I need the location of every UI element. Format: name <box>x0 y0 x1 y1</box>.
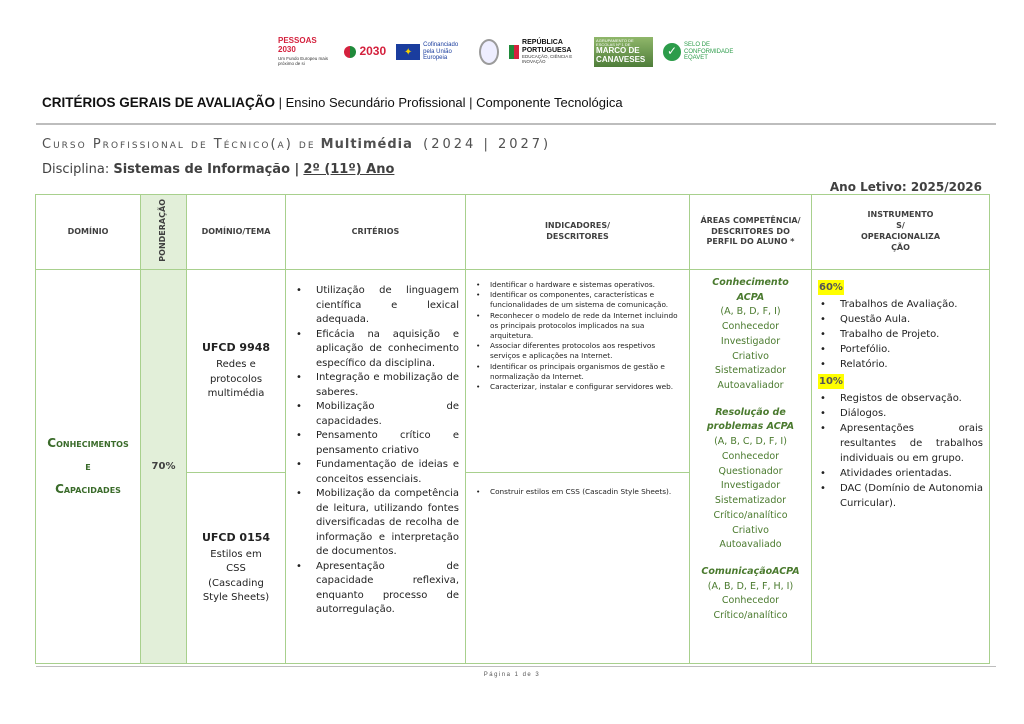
republica-emblem-icon <box>509 45 519 59</box>
header-criterios: CRITÉRIOS <box>286 195 466 270</box>
list-item: • Identificar os componentes, características e funcionalidades de um sistema de comunicação. <box>474 290 683 310</box>
page-title: CRITÉRIOS GERAIS DE AVALIAÇÃO <box>42 95 276 110</box>
list-item: • Apresentações orais resultantes de trabalhos individuais ou em grupo. <box>818 421 983 466</box>
instrumentos-list <box>818 297 983 372</box>
list-item: • Eficácia na aquisição e aplicação de conhecimento específico da disciplina. <box>294 328 459 372</box>
checkmark-icon: ✓ <box>663 43 681 61</box>
indicadores-cell-1 <box>466 270 690 473</box>
page-number: Página 1 de 3 <box>483 672 541 678</box>
list-item: • Trabalho de Projeto. <box>818 327 983 342</box>
course-name: Multimédia <box>320 137 413 152</box>
profile-descriptor: Sistematizador <box>714 495 787 507</box>
eu-flag-icon: ✦ <box>396 44 420 60</box>
criterios-cell <box>286 270 466 664</box>
instrumentos-cell <box>812 270 990 664</box>
discipline-line: Disciplina: Sistemas de Informação | 2º (11º) Ano <box>42 162 395 177</box>
eqavet-logo: ✓ SELO DE CONFORMIDADE EQAVET <box>663 42 728 62</box>
discipline-year: 2º (11º) Ano <box>303 162 395 177</box>
page-header <box>42 95 623 110</box>
course-line: Curso Profissional de Técnico(a) de Multimédia (2024 | 2027) <box>42 137 552 152</box>
list-item: • Fundamentação de ideias e conceitos essenciais. <box>294 458 459 487</box>
list-item: • Identificar os principais organismos de gestão e normalização da Internet. <box>474 362 683 382</box>
list-item: • DAC (Domínio de Autonomia Curricular). <box>818 481 983 511</box>
profile-descriptor: Autoavaliador <box>717 380 784 392</box>
table-header-row <box>36 195 990 270</box>
list-item: • Mobilização de capacidades. <box>294 400 459 429</box>
agrupamento-logo: AGRUPAMENTO DE ESCOLAS Nº 1 DE MARCO DE CANAVESES <box>594 37 653 67</box>
criteria-table <box>35 194 990 664</box>
ponderacao-cell: 70% <box>141 270 187 664</box>
indicadores-list <box>474 280 683 392</box>
list-item: • Pensamento crítico e pensamento criativo <box>294 429 459 458</box>
list-item: • Questão Aula. <box>818 312 983 327</box>
instrumentos-list <box>818 391 983 511</box>
header-instrumentos: INSTRUMENTO S/ OPERACIONALIZA ÇÃO <box>812 195 990 270</box>
list-item: • Portefólio. <box>818 342 983 357</box>
list-item: • Identificar o hardware e sistemas operativos. <box>474 280 683 290</box>
list-item: • Associar diferentes protocolos aos respetivos serviços e aplicações na Internet. <box>474 341 683 361</box>
profile-descriptor: Conhecedor <box>721 321 780 333</box>
page-subtitle: | Ensino Secundário Profissional | Componente Tecnológica <box>275 95 623 110</box>
profile-descriptor: Questionador <box>718 465 783 477</box>
profile-descriptor: Conhecedor <box>721 595 780 607</box>
header-ponderacao: PONDERAÇÃO <box>141 195 187 270</box>
ufcd-9948-cell: UFCD 9948 Redes e protocolos multimédia <box>187 270 286 473</box>
list-item: • Registos de observação. <box>818 391 983 406</box>
list-item: • Reconhecer o modelo de rede da Internet incluindo os principais protocolos implicados na sua arquitetura. <box>474 311 683 342</box>
eu-logo: ✦ Cofinanciado pela União Europeia <box>396 42 469 62</box>
school-year: Ano Letivo: 2025/2026 <box>829 180 982 194</box>
logos-strip <box>278 34 734 70</box>
republica-portuguesa-logo: REPÚBLICA PORTUGUESA EDUCAÇÃO, CIÊNCIA E INOVAÇÃO <box>509 39 584 64</box>
list-item: • Integração e mobilização de saberes. <box>294 371 459 400</box>
criterios-list <box>294 284 459 618</box>
ufcd-0154-cell: UFCD 0154 Estilos em CSS (Cascading Style Sheets) <box>187 473 286 664</box>
list-item: • Caracterizar, instalar e configurar servidores web. <box>474 382 683 392</box>
indicadores-list <box>474 487 683 497</box>
profile-descriptor: Crítico/analítico <box>713 610 788 622</box>
seal-icon <box>479 39 499 65</box>
portugal-2030-logo: 2030 <box>344 45 386 58</box>
portugal-flag-icon <box>344 46 356 58</box>
list-item: • Trabalhos de Avaliação. <box>818 297 983 312</box>
profile-descriptor: Investigador <box>720 480 781 492</box>
profile-descriptor: Criativo <box>732 524 769 536</box>
pessoas-2030-logo: PESSOAS 2030 Um Fundo Europeu mais próximo de si <box>278 35 329 67</box>
footer-divider <box>36 666 996 667</box>
header-tema: DOMÍNIO/TEMA <box>187 195 286 270</box>
dominio-cell: Conhecimentos e Capacidades <box>36 270 141 664</box>
header-dominio: DOMÍNIO <box>36 195 141 270</box>
discipline-name: Sistemas de Informação | <box>113 162 300 177</box>
profile-descriptor: Conhecedor <box>721 450 780 462</box>
list-item: • Relatório. <box>818 357 983 372</box>
table-row <box>36 270 990 473</box>
list-item: • Construir estilos em CSS (Cascadin Style Sheets). <box>474 487 683 497</box>
list-item: • Utilização de linguagem científica e lexical adequada. <box>294 284 459 328</box>
list-item: • Apresentação de capacidade reflexiva, enquanto processo de autorregulação. <box>294 560 459 618</box>
profile-descriptor: Autoavaliado <box>719 539 782 551</box>
profile-descriptor: Investigador <box>720 335 781 347</box>
header-areas: ÁREAS COMPETÊNCIA/ DESCRITORES DO PERFIL DO ALUNO * <box>690 195 812 270</box>
list-item: • Mobilização da competência de leitura, utilizando fontes diversificadas de recolha de informação e interpretação de documentos. <box>294 487 459 560</box>
course-years: (2024 | 2027) <box>423 137 552 152</box>
areas-cell: Conhecimento ACPA (A, B, D, F, I) Conhecedor Investigador Criativo Sistematizador Autoavaliador Resolução de problemas ACPA (A, B, C, D, F, I) Conhecedor Questionador Investigador Sistematizador Crítico/analítico Criativo Autoavaliado ComunicaçãoACPA (A, B, D, E, F, H, I) Conhecedor Crítico/analítico <box>690 270 812 664</box>
profile-descriptor: Crítico/analítico <box>713 509 788 521</box>
list-item: • Diálogos. <box>818 406 983 421</box>
list-item: • Atividades orientadas. <box>818 466 983 481</box>
percent-badge: 10% <box>819 376 843 387</box>
profile-descriptor: Criativo <box>732 350 769 362</box>
header-divider <box>36 123 996 125</box>
profile-descriptor: Sistematizador <box>714 365 787 377</box>
percent-badge: 60% <box>819 282 843 293</box>
header-indicadores: INDICADORES/ DESCRITORES <box>466 195 690 270</box>
indicadores-cell-2 <box>466 473 690 664</box>
